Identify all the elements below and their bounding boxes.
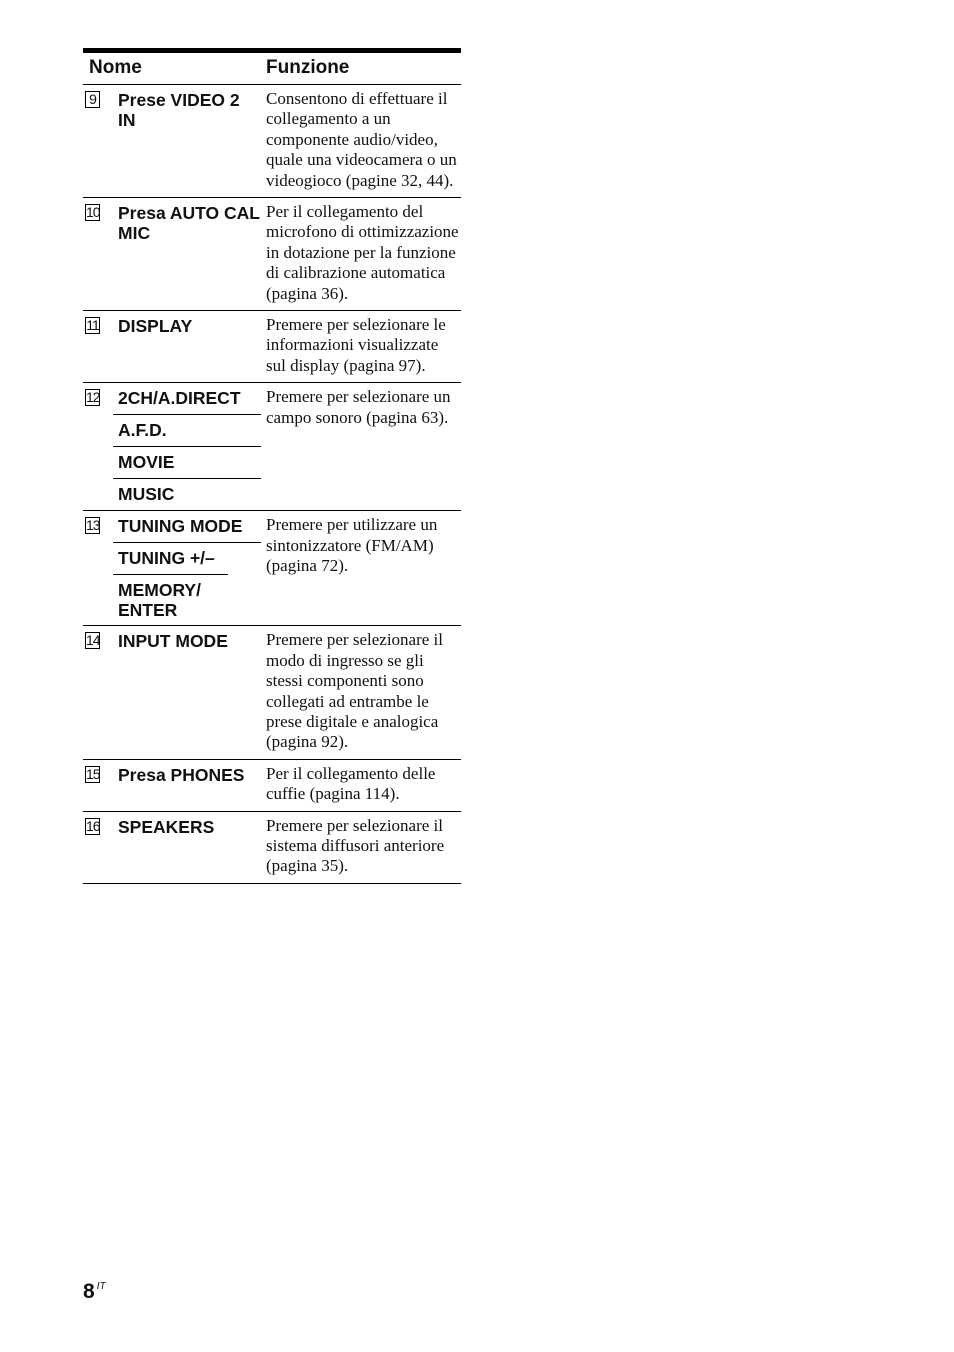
header-function: Funzione (266, 57, 350, 78)
callout-number: 13 (86, 517, 100, 534)
function-text: Premere per selezionare le informazioni visualizzate sul display (pagina 97). (266, 315, 446, 375)
callout-number: 9 (85, 91, 100, 108)
table-header (83, 53, 461, 85)
control-name: MUSIC (113, 478, 261, 510)
control-name: MOVIE (113, 446, 261, 478)
page-number-value: 8 (83, 1280, 95, 1303)
table-row (83, 311, 461, 383)
table-row (83, 383, 461, 511)
callout-number: 14 (86, 632, 100, 649)
control-name: TUNING MODE (118, 516, 243, 537)
function-text: Premere per selezionare il sistema diffusori anteriore (pagina 35). (266, 815, 445, 876)
language-code: IT (96, 1281, 106, 1292)
control-name: SPEAKERS (118, 816, 215, 837)
control-name: TUNING +/– (113, 542, 261, 574)
function-text: Premere per utilizzare un sintonizzatore (FM/AM) (pagina 72). (266, 515, 438, 576)
header-name: Nome (89, 57, 142, 78)
table-row (83, 85, 461, 198)
control-name: INPUT MODE (118, 631, 228, 652)
control-name: 2CH/A.DIRECT (118, 388, 241, 409)
callout-number: 12 (86, 389, 100, 406)
function-text: Consentono di effettuare il collegamento a un componente audio/video, quale una videocamera o un videogioco (pagine 32, 44). (266, 89, 457, 190)
control-name: MEMORY/ ENTER (113, 574, 228, 625)
control-name: Presa PHONES (118, 764, 245, 785)
control-name: Prese VIDEO 2 IN (118, 90, 240, 130)
table-row (83, 626, 461, 759)
callout-number: 10 (86, 204, 100, 221)
function-text: Premere per selezionare un campo sonoro (pagina 63). (266, 387, 451, 427)
table-row (83, 198, 461, 311)
control-name: DISPLAY (118, 316, 193, 337)
table-row (83, 760, 461, 812)
callout-number: 15 (86, 765, 100, 782)
callout-number: 16 (86, 817, 100, 834)
table-row (83, 812, 461, 884)
control-name: Presa AUTO CAL MIC (118, 203, 260, 244)
function-table (83, 48, 461, 884)
page-number (83, 1280, 106, 1304)
function-text: Per il collegamento del microfono di ottimizzazione in dotazione per la funzione di calibrazione automatica (pagina 36). (266, 202, 459, 303)
function-text: Per il collegamento delle cuffie (pagina 114). (266, 763, 436, 804)
control-name: A.F.D. (113, 414, 261, 446)
function-text: Premere per selezionare il modo di ingresso se gli stessi componenti sono collegati ad entrambe le prese digitale e analogica (pagina 92). (266, 630, 443, 752)
callout-number: 11 (86, 317, 99, 334)
table-row (83, 511, 461, 626)
